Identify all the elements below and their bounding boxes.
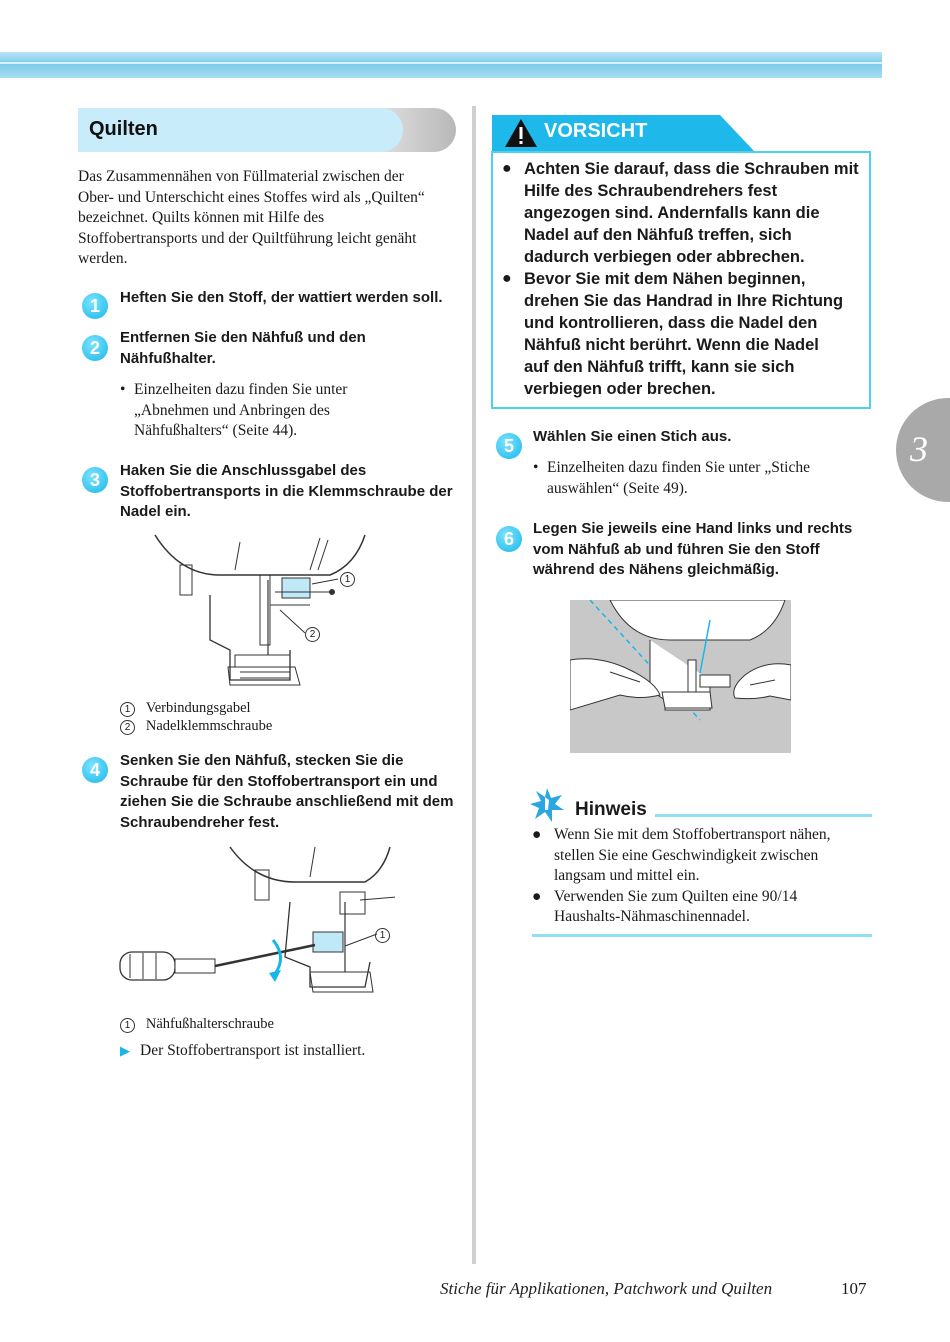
step-line: Stoffobertransports in die Klemmschraube der	[120, 482, 453, 500]
step-line: Legen Sie jeweils eine Hand links und rechts	[533, 520, 853, 537]
column-divider	[472, 106, 476, 1264]
page-number: 107	[841, 1279, 867, 1298]
chapter-number: 3	[910, 429, 928, 469]
section-title: Quilten	[89, 118, 158, 140]
bullet-dot: •	[533, 459, 539, 476]
caution-title: VORSICHT	[544, 120, 648, 142]
fig1-callout-2: 2	[305, 627, 320, 642]
bullet-line: auswählen“ (Seite 49).	[547, 479, 688, 497]
fig2-legend	[120, 1015, 274, 1033]
legend-num: 2	[120, 720, 135, 735]
footer-chapter-title: Stiche für Applikationen, Patchwork und Quilten	[440, 1279, 773, 1298]
bullet-icon: ●	[502, 160, 512, 177]
bullet-dot: •	[120, 381, 126, 398]
step-line: Schraubendreher fest.	[120, 813, 280, 831]
caution-item	[502, 158, 864, 268]
hint-line: Wenn Sie mit dem Stoffobertransport nähen,	[554, 826, 831, 843]
hint-bottom-rule	[532, 934, 872, 937]
step-line: Nadel ein.	[120, 503, 191, 520]
legend-text: Nadelklemmschraube	[145, 718, 273, 734]
step-2-bullet	[120, 380, 465, 442]
step-line: ziehen Sie die Schraube anschließend mit dem	[120, 793, 454, 810]
legend-text: Verbindungsgabel	[145, 700, 251, 716]
hint-top-rule	[655, 814, 872, 817]
bullet-line: Einzelheiten dazu finden Sie unter „Stiche	[547, 459, 810, 476]
step-line: vom Nähfuß ab und führen Sie den Stoff	[533, 540, 820, 558]
step-6-text	[533, 519, 873, 581]
step-2-text	[120, 328, 465, 369]
warning-icon	[504, 118, 538, 148]
legend-text: Nähfußhalterschraube	[145, 1016, 274, 1032]
header-banner-line	[0, 62, 882, 64]
caution-line: auf den Nähfuß trifft, kann sie sich	[524, 358, 795, 376]
step-line: Heften Sie den Stoff, der wattiert werden soll.	[120, 289, 443, 306]
bullet-icon: ●	[502, 270, 512, 287]
caution-line: drehen Sie das Handrad in Ihre Richtung	[524, 292, 844, 310]
figure-fork-illustration	[150, 530, 370, 695]
hint-line: Verwenden Sie zum Quilten eine 90/14	[554, 887, 798, 905]
caution-line: Bevor Sie mit dem Nähen beginnen,	[524, 270, 806, 288]
caution-text	[502, 158, 864, 400]
hint-line: Haushalts-Nähmaschinennadel.	[554, 908, 750, 925]
bullet-icon: ●	[532, 826, 542, 843]
hint-line: langsam und mittel ein.	[554, 867, 700, 884]
step-line: Wählen Sie einen Stich aus.	[533, 428, 732, 445]
step-number-6: 6	[496, 526, 522, 552]
hint-item	[532, 825, 872, 887]
caution-line: verbiegen oder brechen.	[524, 380, 716, 398]
bullet-icon: ●	[532, 887, 542, 905]
step-line: Senken Sie den Nähfuß, stecken Sie die	[120, 752, 404, 769]
caution-line: und kontrollieren, dass die Nadel den	[524, 314, 818, 332]
intro-paragraph	[78, 167, 458, 270]
legend-num: 1	[120, 702, 135, 717]
legend-num: 1	[120, 1018, 135, 1033]
bullet-line: „Abnehmen und Anbringen des	[134, 401, 330, 419]
step-4-text	[120, 751, 465, 833]
hint-line: stellen Sie eine Geschwindigkeit zwischen	[554, 846, 819, 864]
intro-line: Ober- und Unterschicht eines Stoffes wird als „Quilten“	[78, 188, 425, 206]
result-line	[120, 1041, 365, 1061]
result-text: Der Stoffobertransport ist installiert.	[140, 1042, 366, 1059]
step-line: Nähfußhalter.	[120, 349, 216, 367]
intro-line: Das Zusammennähen von Füllmaterial zwischen der	[78, 168, 404, 185]
caution-line: Nadel auf den Nähfuß treffen, sich	[524, 226, 792, 244]
hint-icon	[530, 788, 564, 822]
step-5-bullet	[533, 458, 873, 499]
caution-line: Nähfuß nicht berührt. Wenn die Nadel	[524, 336, 819, 354]
chapter-tab	[896, 398, 950, 502]
fig1-legend	[120, 699, 272, 735]
step-line: während des Nähens gleichmäßig.	[533, 561, 779, 578]
bullet-line: Einzelheiten dazu finden Sie unter	[134, 381, 348, 398]
step-line: Entfernen Sie den Nähfuß und den	[120, 329, 366, 346]
section-heading	[78, 108, 456, 152]
step-line: Schraube für den Stoffobertransport ein und	[120, 772, 438, 790]
figure-screwdriver-illustration	[115, 842, 395, 1002]
step-number-2: 2	[82, 335, 108, 361]
hint-title: Hinweis	[575, 799, 647, 820]
fig1-callout-1: 1	[340, 572, 355, 587]
intro-line: werden.	[78, 250, 128, 267]
result-arrow-icon: ▶	[120, 1043, 130, 1058]
step-number-5: 5	[496, 433, 522, 459]
caution-line: Achten Sie darauf, dass die Schrauben mit	[524, 160, 859, 178]
bullet-line: Nähfußhalters“ (Seite 44).	[134, 422, 298, 439]
caution-line: Hilfe des Schraubendrehers fest	[524, 182, 778, 200]
header-banner	[0, 52, 882, 78]
figure-quilting-hands	[570, 600, 791, 753]
intro-line: bezeichnet. Quilts können mit Hilfe des	[78, 209, 325, 226]
step-number-1: 1	[82, 293, 108, 319]
step-5-text	[533, 427, 873, 448]
intro-line: Stoffobertransports und der Quiltführung leicht genäht	[78, 229, 417, 247]
hint-item	[532, 887, 872, 928]
caution-line: dadurch verbiegen oder abbrechen.	[524, 248, 805, 266]
step-number-4: 4	[82, 757, 108, 783]
caution-line: angezogen sind. Andernfalls kann die	[524, 204, 820, 222]
hint-text	[532, 825, 872, 928]
step-line: Haken Sie die Anschlussgabel des	[120, 462, 367, 479]
step-1-text	[120, 288, 465, 309]
step-3-text	[120, 461, 465, 523]
caution-item	[502, 268, 864, 400]
step-number-3: 3	[82, 467, 108, 493]
fig2-callout-1: 1	[375, 928, 390, 943]
